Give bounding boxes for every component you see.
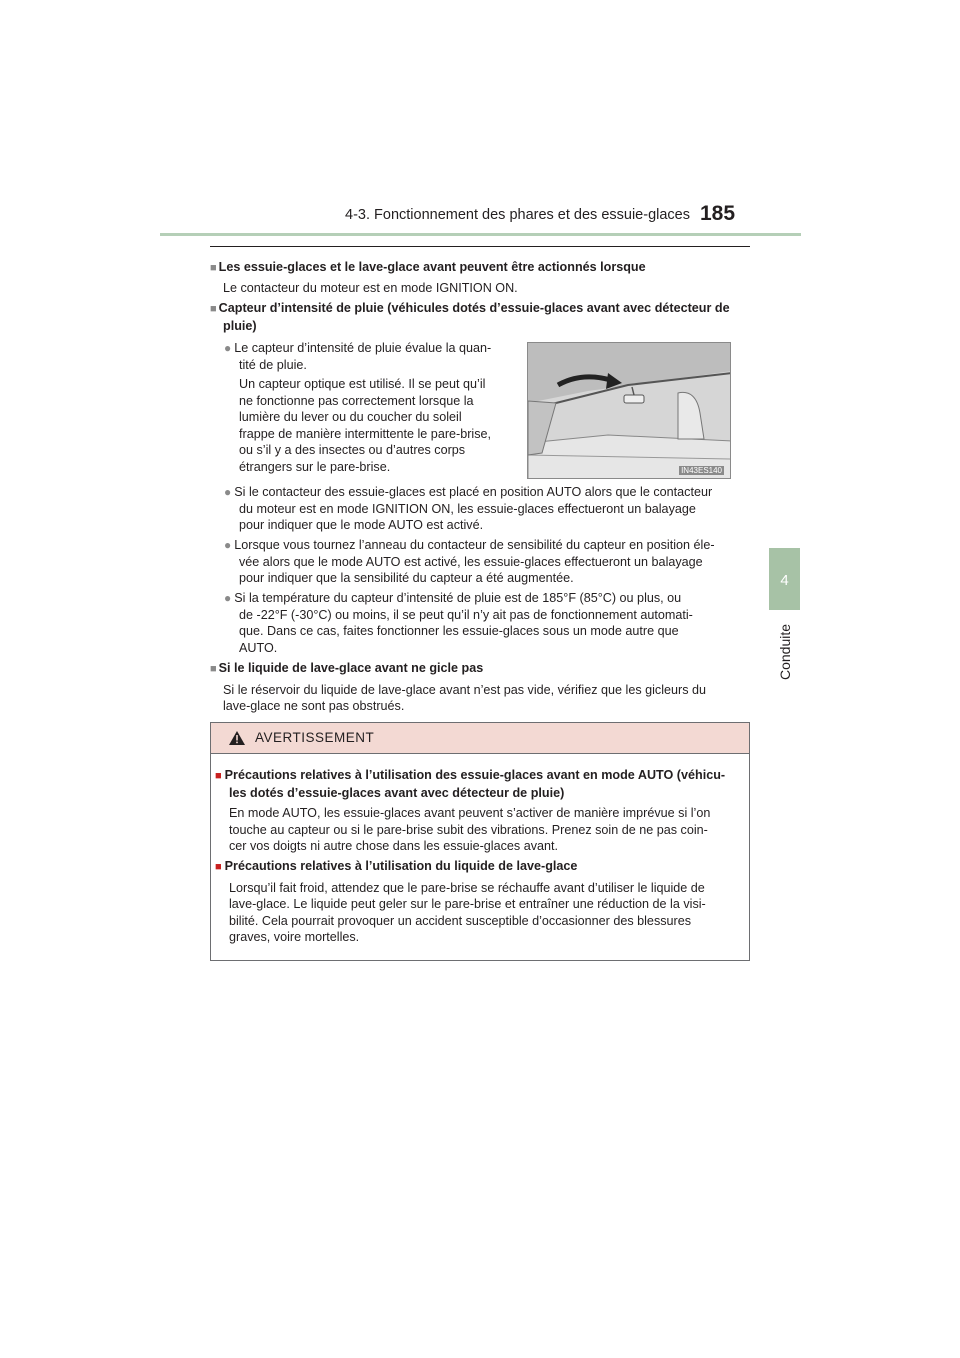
section-heading: Si le liquide de lave-glace avant ne gicle pas [218, 661, 484, 675]
warning-line: En mode AUTO, les essuie-glaces avant peuvent s’activer de manière imprévue si l’on [229, 806, 711, 820]
section-washer-fluid [210, 660, 750, 715]
sub-line: lumière du lever ou du coucher du soleil [239, 410, 462, 424]
section-heading: Les essuie-glaces et le lave-glace avant peuvent être actionnés lorsque [218, 260, 646, 274]
page-number: 185 [700, 202, 736, 225]
chapter-label-wrap [760, 612, 810, 692]
section-line: Si le réservoir du liquide de lave-glace avant n’est pas vide, vérifiez que les gicleurs du [223, 682, 707, 697]
bullet-line: Lorsque vous tournez l’anneau du contacteur de sensibilité du capteur en position éle- [234, 538, 715, 552]
warning-header [211, 723, 749, 754]
bullet-line: que. Dans ce cas, faites fonctionner les essuie-glaces sous un mode autre que [239, 624, 679, 638]
warning-item [215, 767, 745, 855]
list-item [224, 484, 750, 534]
illustration-code: IN43ES140 [681, 466, 722, 475]
header-rule [160, 233, 801, 236]
bullet-line: Le capteur d’intensité de pluie évalue la quan- [234, 341, 492, 355]
section-ignition [210, 259, 750, 296]
round-bullet-icon: ● [224, 591, 232, 605]
square-bullet-icon: ■ [215, 770, 222, 782]
warning-line: bilité. Cela pourrait provoquer un accident susceptible d’occasionner des blessures [229, 913, 692, 928]
list-item [224, 590, 750, 656]
chapter-number: 4 [780, 572, 789, 589]
windshield-illustration [527, 342, 731, 479]
section-heading-cont: pluie) [223, 318, 257, 333]
square-bullet-icon: ■ [210, 262, 217, 274]
round-bullet-icon: ● [224, 538, 232, 552]
warning-line: graves, voire mortelles. [229, 930, 360, 944]
section-line: lave-glace ne sont pas obstrués. [223, 699, 405, 713]
sub-line: Un capteur optique est utilisé. Il se peut qu’il [239, 377, 486, 391]
section-text: Le contacteur du moteur est en mode IGNITION ON. [223, 280, 518, 295]
warning-heading: Précautions relatives à l’utilisation du liquide de lave-glace [224, 859, 578, 873]
square-bullet-icon: ■ [210, 303, 217, 315]
square-bullet-icon: ■ [215, 861, 222, 873]
warning-box [210, 722, 750, 961]
warning-line: cer vos doigts ni autre chose dans les essuie-glaces avant. [229, 839, 559, 853]
bullet-line: pour indiquer que le mode AUTO est activé. [239, 518, 484, 532]
sub-line: frappe de manière intermittente le pare-brise, [239, 426, 492, 441]
list-item [224, 340, 516, 475]
square-bullet-icon: ■ [210, 663, 217, 675]
rain-sensor-drawing [528, 343, 731, 479]
warning-title: AVERTISSEMENT [255, 730, 375, 745]
warning-heading: Précautions relatives à l’utilisation des essuie-glaces avant en mode AUTO (véhicu- [224, 768, 726, 782]
warning-heading: les dotés d’essuie-glaces avant avec détecteur de pluie) [229, 785, 565, 800]
bullet-sub-text [224, 376, 516, 475]
section-heading: Capteur d’intensité de pluie (véhicules dotés d’essuie-glaces avant avec détecteur de [218, 301, 730, 315]
bullet-line: AUTO. [239, 640, 278, 655]
content-top-rule [210, 246, 750, 247]
section-title: 4-3. Fonctionnement des phares et des essuie-glaces [345, 207, 690, 223]
bullet-line: du moteur est en mode IGNITION ON, les essuie-glaces effectueront un balayage [239, 501, 696, 516]
warning-line: touche au capteur ou si le pare-brise subit des vibrations. Prenez soin de ne pas coin- [229, 822, 708, 837]
section-rain-sensor-heading [210, 300, 750, 334]
sub-line: ne fonctionne pas correctement lorsque la [239, 393, 474, 408]
bullet-line: vée alors que le mode AUTO est activé, les essuie-glaces effectueront un balayage [239, 554, 703, 569]
warning-triangle-icon [229, 731, 245, 745]
bullet-line: Si la température du capteur d’intensité de pluie est de 185°F (85°C) ou plus, ou [234, 591, 682, 605]
bullet-line: Si le contacteur des essuie-glaces est placé en position AUTO alors que le contacteur [234, 485, 713, 499]
round-bullet-icon: ● [224, 341, 232, 355]
round-bullet-icon: ● [224, 485, 232, 499]
bullet-line: de -22°F (-30°C) ou moins, il se peut qu’il n’y ait pas de fonctionnement automati- [239, 607, 693, 622]
chapter-label: Conduite [777, 623, 793, 681]
bullet-line: tité de pluie. [239, 357, 307, 372]
list-item [224, 537, 750, 587]
warning-item [215, 858, 745, 946]
sub-line: ou s’il y a des insectes ou d’autres corps [239, 443, 466, 457]
warning-line: Lorsqu’il fait froid, attendez que le pare-brise se réchauffe avant d’utiliser le liquide de [229, 880, 705, 895]
bullet-line: pour indiquer que la sensibilité du capteur a été augmentée. [239, 571, 574, 585]
sub-line: étrangers sur le pare-brise. [239, 459, 391, 474]
warning-line: lave-glace. Le liquide peut geler sur le pare-brise et entraîner une réduction de la visi- [229, 897, 706, 911]
